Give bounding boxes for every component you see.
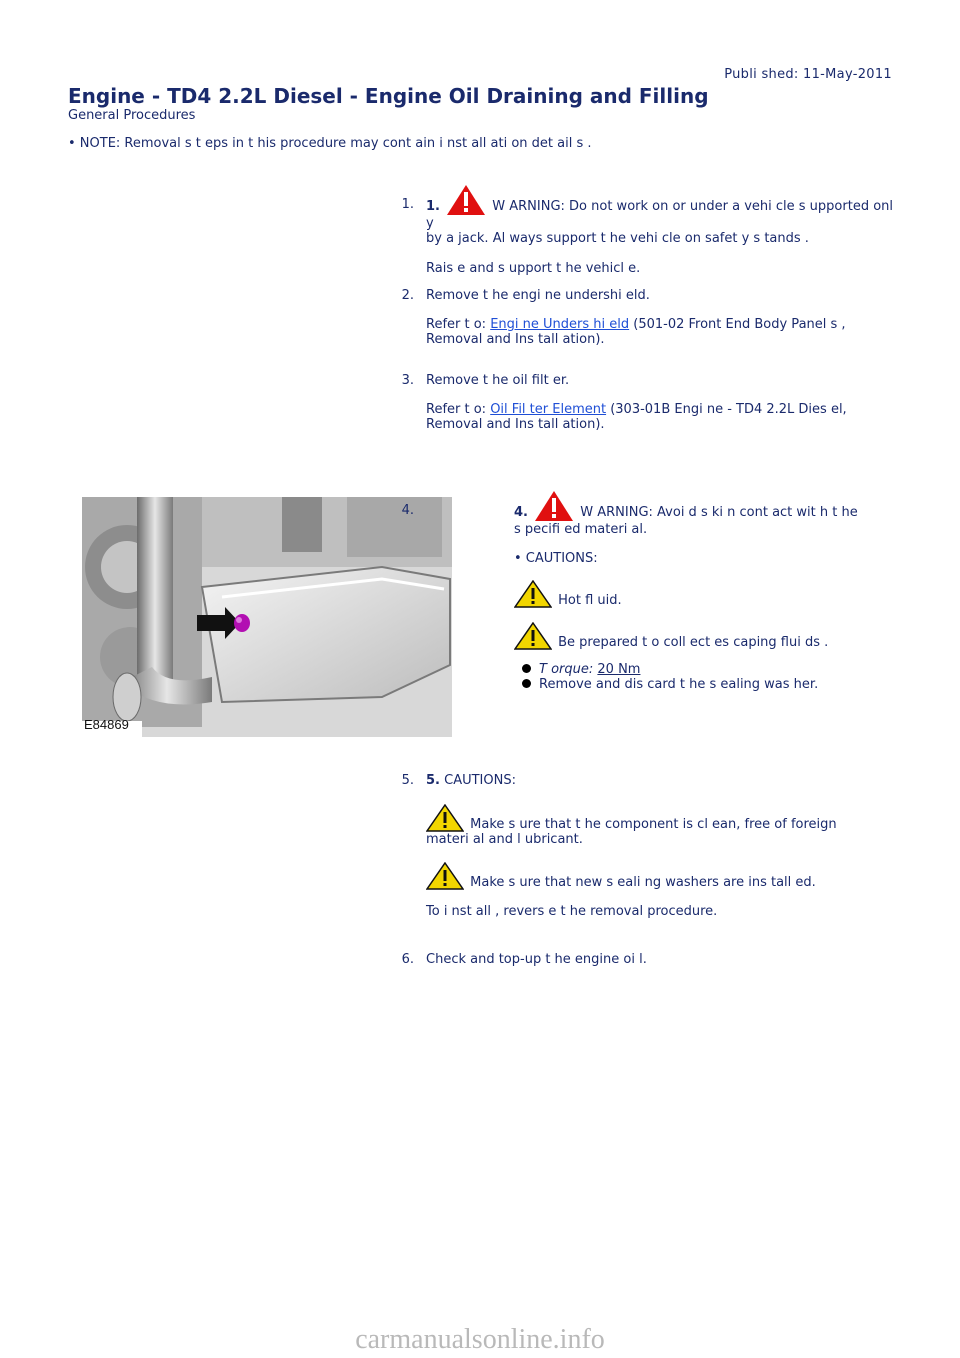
caution-item: Be prepared t o coll ect es caping flui ds . bbox=[514, 622, 874, 650]
step-lead: 1. bbox=[426, 199, 440, 214]
published-date: Publi shed: 11-May-2011 bbox=[724, 67, 892, 82]
step-number: 1. bbox=[401, 197, 414, 212]
note-text: • NOTE: Removal s t eps in t his procedure may cont ain i nst all ati on det ail s . bbox=[68, 136, 592, 151]
step-4: 4. W ARNING: Avoi d s ki n cont act wit h t he s pecifi ed materi al. • CAUTIONS: Hot fl uid. Be prepared t o coll ect es caping flui ds . T orque: 20 Nm Remove and dis card t he s ealing was her. bbox=[514, 490, 874, 692]
step-3: Remove t he oil filt er. Refer t o: Oil Fil ter Element (303-01B Engi ne - TD4 2.2L Dies el, Removal and Ins tall ation). bbox=[426, 373, 896, 432]
bullet-icon bbox=[522, 679, 531, 688]
list-item: Remove and dis card t he s ealing was her. bbox=[522, 677, 874, 692]
caution-item: Make s ure that new s eali ng washers are ins tall ed. bbox=[426, 862, 896, 890]
caution-icon bbox=[426, 804, 464, 832]
step-body: To i nst all , revers e t he removal procedure. bbox=[426, 904, 718, 919]
engine-illustration bbox=[82, 497, 452, 737]
step-lead: 5. bbox=[426, 773, 440, 788]
caution-icon bbox=[426, 862, 464, 890]
step-6 bbox=[426, 952, 896, 967]
step-lead: 4. bbox=[514, 505, 528, 520]
step-body: Remove t he engi ne undershi eld. bbox=[426, 288, 650, 303]
step-number: 6. bbox=[401, 952, 414, 967]
step-number: 3. bbox=[401, 373, 414, 388]
step-number: 2. bbox=[401, 288, 414, 303]
step-body: Check and top-up t he engine oi l. bbox=[426, 952, 647, 967]
page-subtitle: General Procedures bbox=[68, 108, 196, 123]
caution-item: Hot fl uid. bbox=[514, 580, 874, 608]
bullet-icon bbox=[522, 664, 531, 673]
step-number: 4. bbox=[401, 503, 414, 518]
page-title: Engine - TD4 2.2L Diesel - Engine Oil Draining and Filling bbox=[68, 84, 709, 108]
step-number: 5. bbox=[401, 773, 414, 788]
step-2: Remove t he engi ne undershi eld. Refer t o: Engi ne Unders hi eld (501-02 Front End Body Panel s , Removal and Ins tall ation). bbox=[426, 288, 896, 347]
warning-icon bbox=[446, 184, 486, 216]
warning-line: 1. W ARNING: Do not work on or under a vehi cle s upported onl y bbox=[426, 184, 896, 231]
step-1: 1. W ARNING: Do not work on or under a vehi cle s upported onl y by a jack. Al ways support t he vehi cle on safet y s tands . Rais e and s upport t he vehicl e. bbox=[426, 184, 896, 276]
cautions-label: CAUTIONS: bbox=[439, 773, 516, 788]
step-body: Rais e and s upport t he vehicl e. bbox=[426, 261, 641, 276]
engine-oil-drain-plug-illustration bbox=[82, 497, 452, 737]
warning-icon bbox=[534, 490, 574, 522]
watermark: carmanualsonline.info bbox=[355, 1324, 605, 1355]
step-5: 5. CAUTIONS: Make s ure that t he component is cl ean, free of foreign materi al and l ubricant. Make s ure that new s eali ng washers are ins tall ed. To i nst all , revers e t he removal procedure. bbox=[426, 773, 896, 919]
caution-icon bbox=[514, 580, 552, 608]
link-engine-undershield[interactable]: Engi ne Unders hi eld bbox=[490, 317, 630, 332]
cautions-label: • CAUTIONS: bbox=[514, 551, 598, 566]
torque-value: 20 Nm bbox=[597, 662, 641, 677]
list-item: T orque: 20 Nm bbox=[522, 662, 874, 677]
link-oil-filter-element[interactable]: Oil Fil ter Element bbox=[490, 402, 607, 417]
caution-item: Make s ure that t he component is cl ean, free of foreign bbox=[426, 804, 896, 832]
caution-icon bbox=[514, 622, 552, 650]
step-body: Remove t he oil filt er. bbox=[426, 373, 570, 388]
image-label: E84869 bbox=[84, 717, 129, 732]
